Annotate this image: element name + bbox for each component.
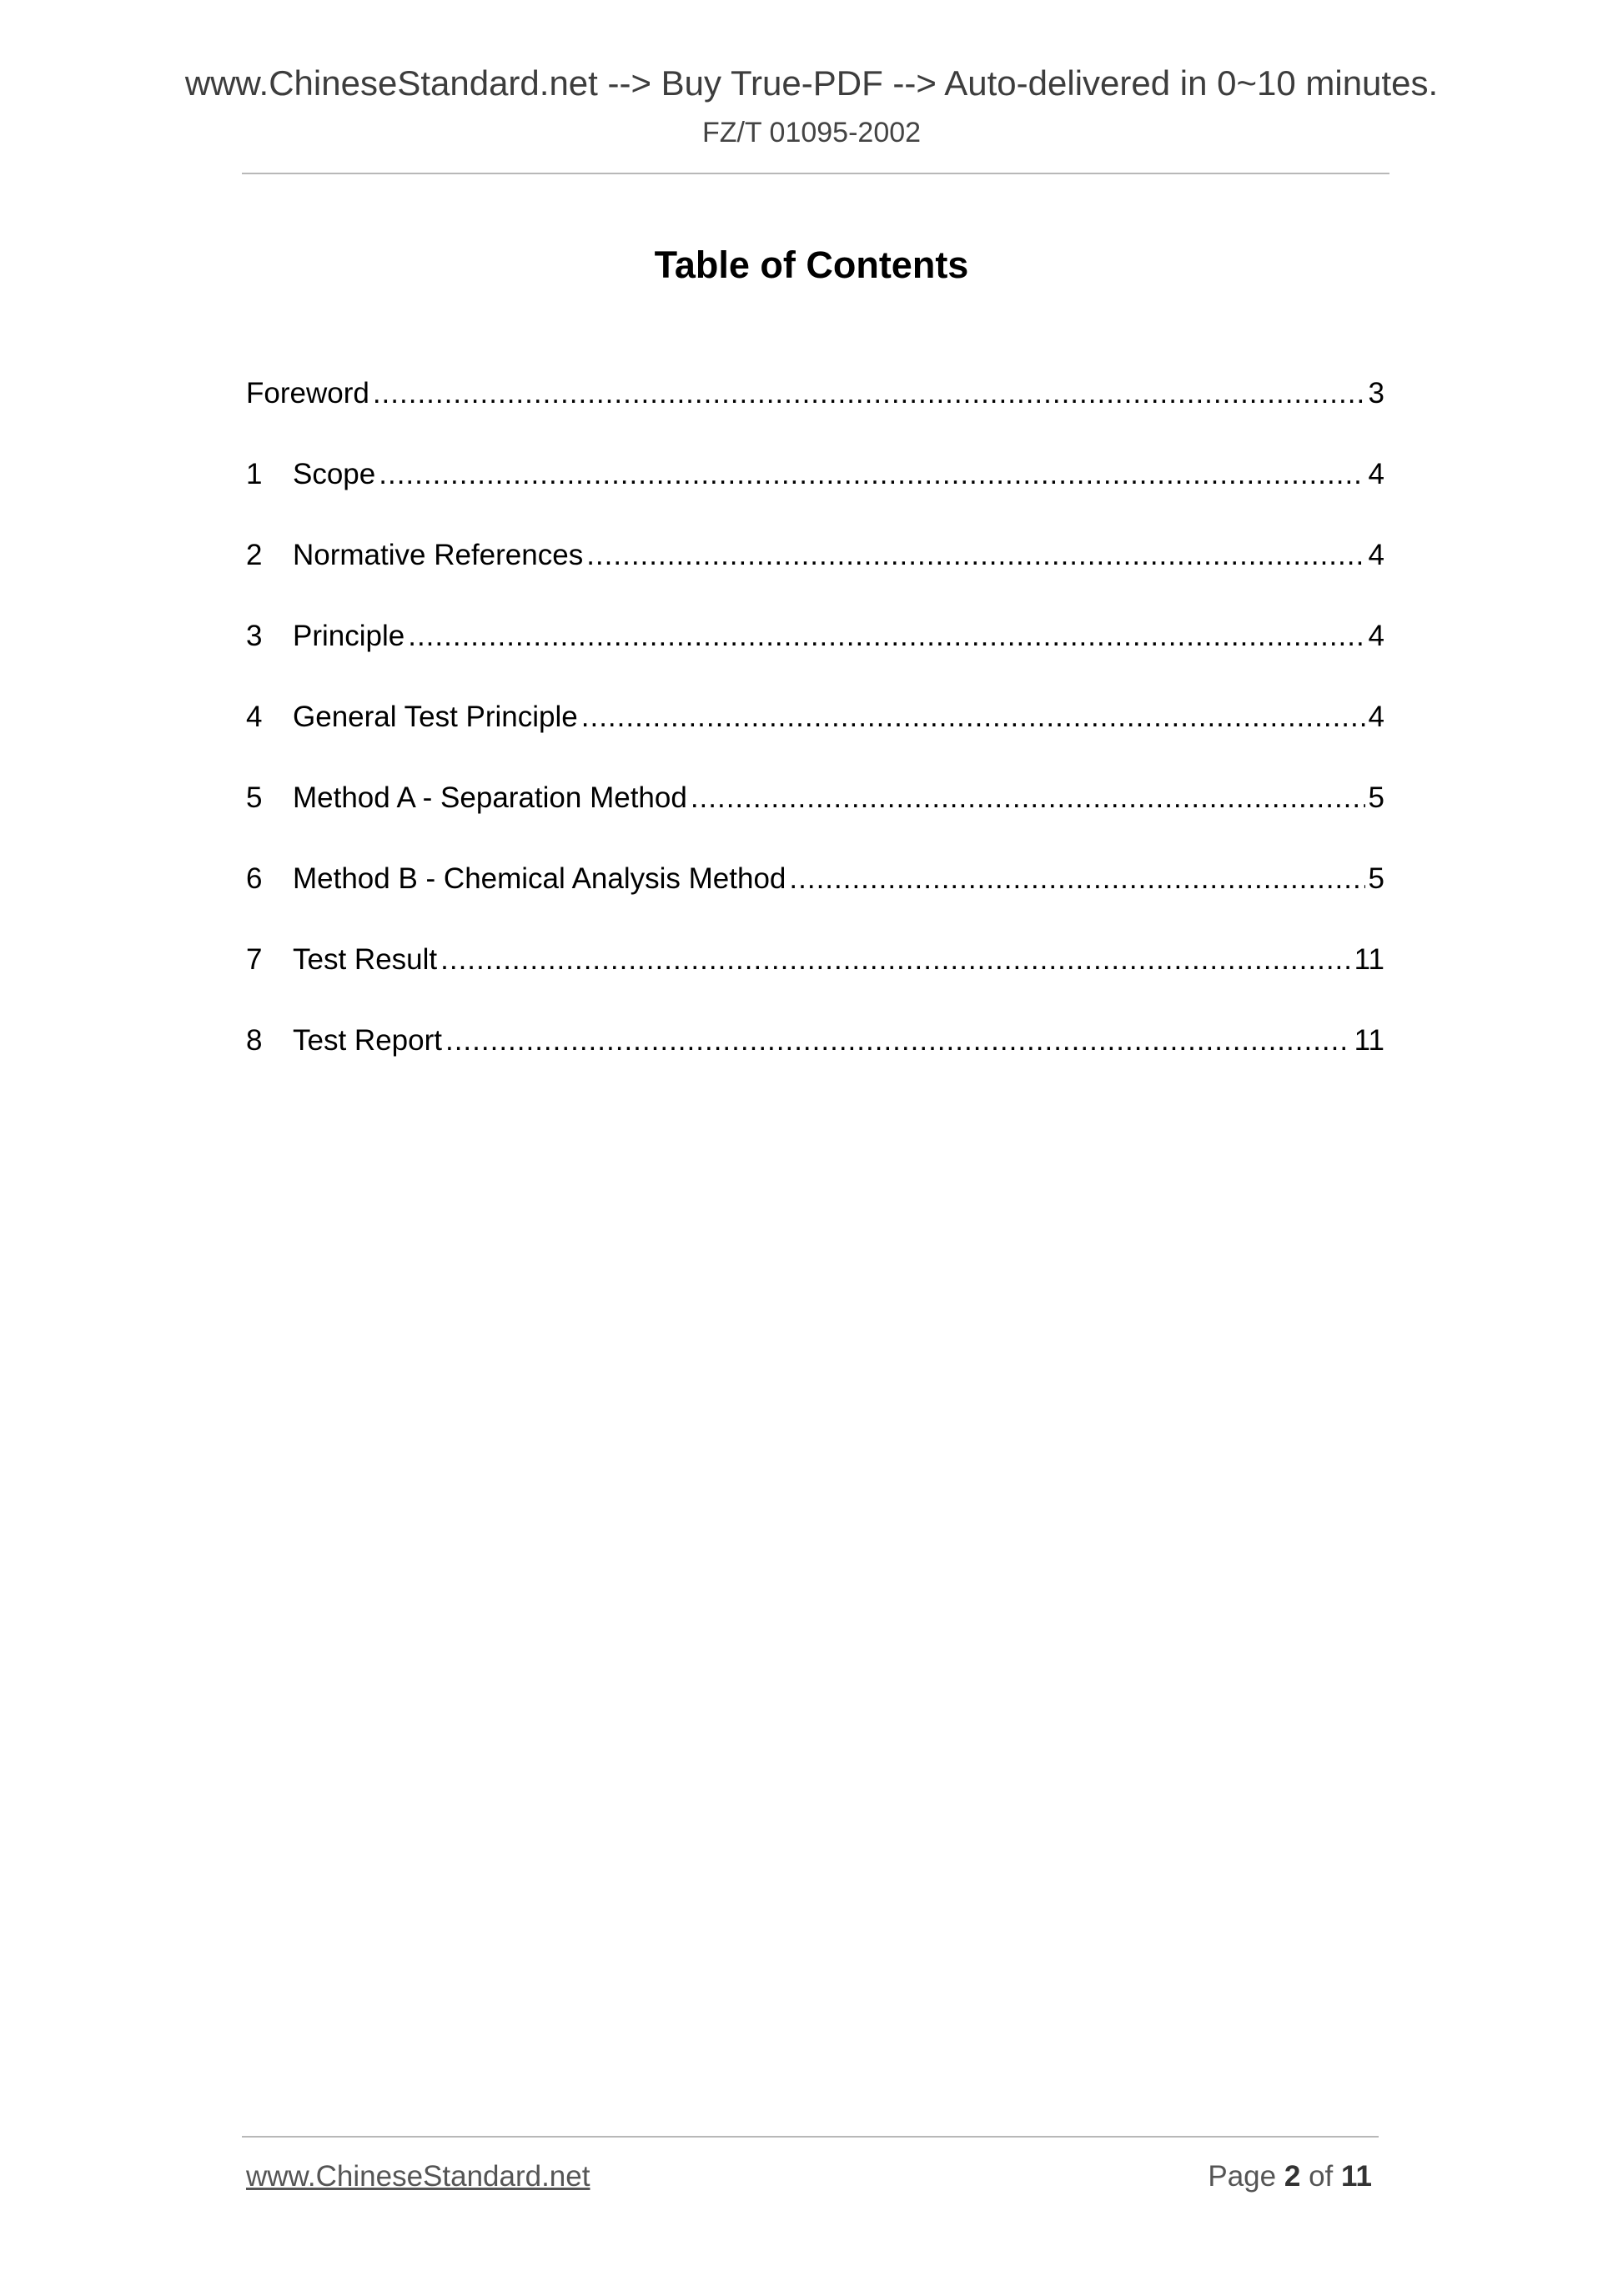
toc-entry-title: Method A - Separation Method (293, 781, 687, 814)
toc-entry-number: 7 (246, 943, 263, 976)
page-indicator (1208, 2160, 1372, 2193)
header-divider (242, 173, 1389, 174)
toc-entry-title: Normative References (293, 539, 584, 571)
toc-entry-title: Foreword (246, 377, 369, 409)
page-of: of (1309, 2160, 1334, 2193)
page-total: 11 (1341, 2160, 1372, 2193)
toc-leader-dots (586, 539, 1364, 572)
toc-entry-title: Test Result (293, 943, 438, 976)
toc-entry-general-test-principle[interactable] (246, 701, 1384, 781)
toc-entry-method-b[interactable] (246, 862, 1384, 943)
toc-entry-title: Scope (293, 458, 376, 490)
toc-leader-dots (691, 781, 1365, 815)
page-prefix: Page (1208, 2160, 1277, 2193)
toc-entry-page: 4 (1368, 539, 1384, 571)
toc-leader-dots (408, 620, 1364, 653)
toc-entry-scope[interactable] (246, 458, 1384, 539)
toc-entry-title: Method B - Chemical Analysis Method (293, 862, 786, 895)
footer-site-link[interactable]: www.ChineseStandard.net (246, 2160, 590, 2193)
toc-entry-foreword[interactable] (246, 377, 1384, 458)
toc-entry-title: General Test Principle (293, 701, 578, 733)
toc-entry-title: Principle (293, 620, 405, 652)
toc-entry-page: 5 (1368, 781, 1384, 814)
toc-entry-normative-references[interactable] (246, 539, 1384, 620)
toc-entry-page: 4 (1368, 458, 1384, 490)
toc-entry-principle[interactable] (246, 620, 1384, 701)
toc-entry-page: 4 (1368, 701, 1384, 733)
toc-entry-test-result[interactable] (246, 943, 1384, 1024)
toc-leader-dots (445, 1024, 1351, 1058)
toc-leader-dots (379, 458, 1364, 491)
toc-entry-number: 8 (246, 1024, 263, 1057)
table-of-contents (246, 377, 1384, 1105)
document-id: FZ/T 01095-2002 (701, 117, 922, 148)
toc-entry-page: 11 (1354, 1024, 1384, 1057)
toc-entry-number: 4 (246, 701, 263, 733)
toc-entry-number: 5 (246, 781, 263, 814)
toc-entry-page: 5 (1368, 862, 1384, 895)
toc-entry-number: 6 (246, 862, 263, 895)
page-current: 2 (1284, 2160, 1301, 2193)
page-title: Table of Contents (654, 244, 969, 286)
toc-entry-test-report[interactable] (246, 1024, 1384, 1105)
header-banner[interactable]: www.ChineseStandard.net --> Buy True-PDF --> Auto-delivered in 0~10 minutes. (184, 63, 1439, 103)
toc-entry-number: 1 (246, 458, 263, 490)
toc-leader-dots (581, 701, 1365, 734)
toc-entry-page: 3 (1368, 377, 1384, 409)
toc-leader-dots (440, 943, 1351, 977)
toc-entry-title: Test Report (293, 1024, 442, 1057)
toc-leader-dots (789, 862, 1364, 896)
footer-divider (242, 2136, 1379, 2138)
toc-entry-page: 11 (1354, 943, 1384, 976)
toc-leader-dots (373, 377, 1365, 410)
toc-entry-number: 2 (246, 539, 263, 571)
toc-entry-number: 3 (246, 620, 263, 652)
toc-entry-method-a[interactable] (246, 781, 1384, 862)
toc-entry-page: 4 (1368, 620, 1384, 652)
